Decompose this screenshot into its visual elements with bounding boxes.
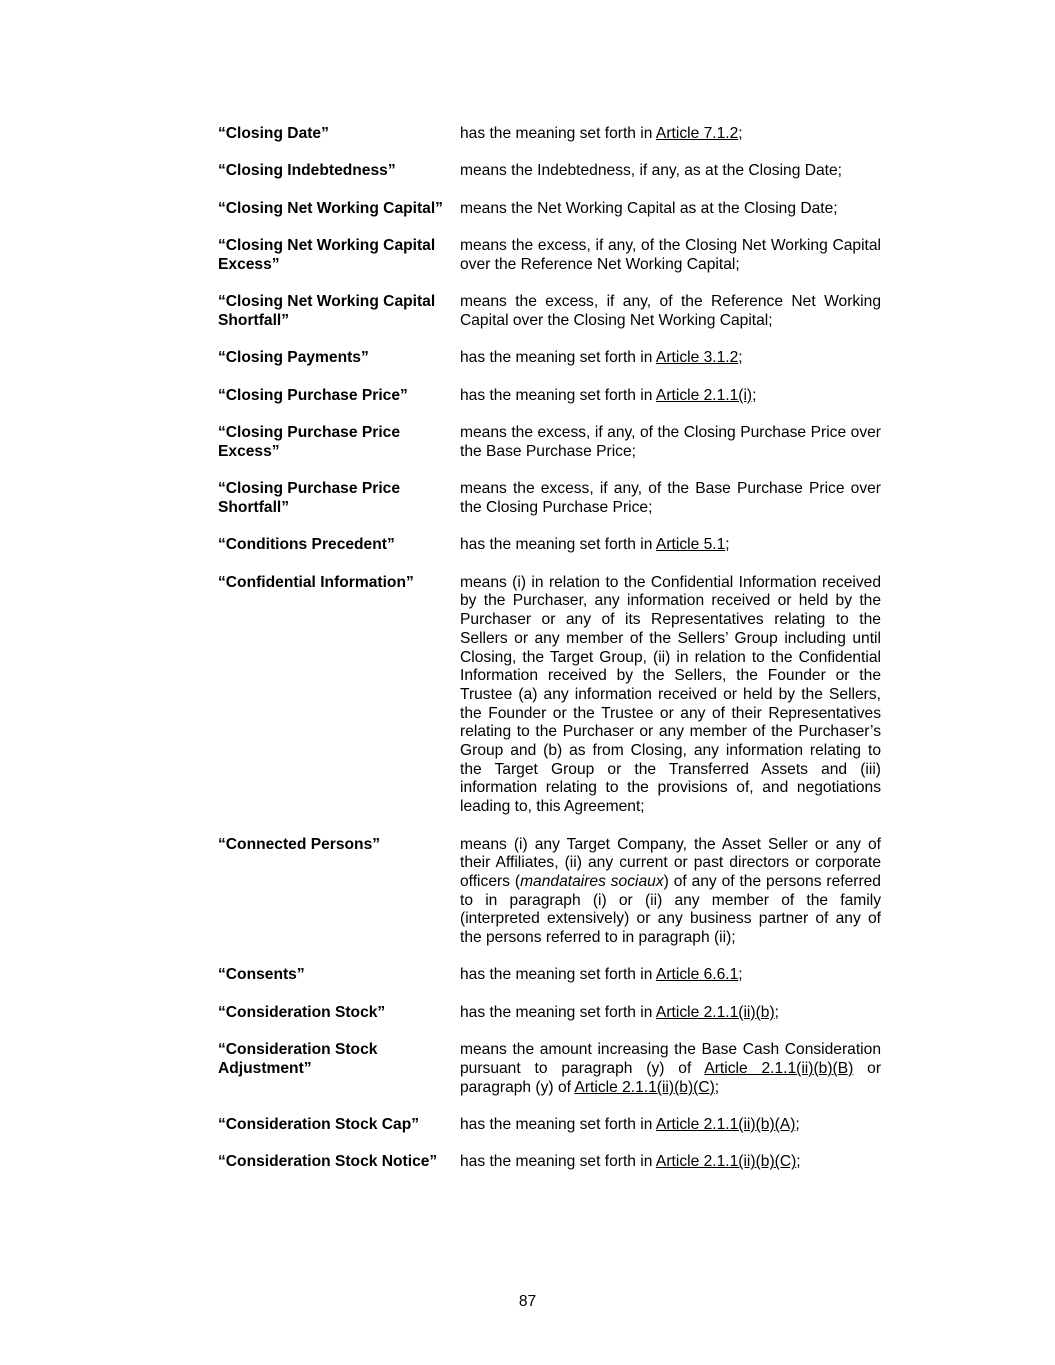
meaning-text: ; [738, 349, 743, 367]
definition-term: “Conditions Precedent” [218, 536, 395, 554]
meaning-text: means the amount increasing the Base Cash Consideration pursuant to paragraph (y) of [460, 1041, 881, 1077]
definition-term: “Consideration Stock” [218, 1003, 386, 1021]
meaning-text: ; [725, 536, 730, 554]
definition-meaning [460, 966, 881, 985]
definition-meaning [460, 536, 881, 555]
article-reference: Article 2.1.1(ii)(b)(A) [655, 1116, 796, 1134]
definition-meaning [460, 1153, 881, 1172]
article-reference: Article 2.1.1(ii)(b)(B) [704, 1059, 854, 1077]
definition-meaning [460, 125, 881, 144]
definition-row [218, 1004, 881, 1023]
definition-term: “Connected Persons” [218, 835, 381, 853]
meaning-text: has the meaning set forth in [460, 1153, 656, 1171]
meaning-text: means the excess, if any, of the Reference Net Working Capital over the Closing Net Working Capital; [460, 293, 881, 329]
meaning-text: has the meaning set forth in [460, 966, 656, 984]
meaning-text: has the meaning set forth in [460, 386, 656, 404]
definition-term: “Closing Net Working Capital Excess” [218, 237, 436, 273]
definition-row [218, 237, 881, 274]
definition-term: “Consideration Stock Cap” [218, 1116, 420, 1134]
article-reference: Article 2.1.1(ii)(b)(C) [574, 1078, 715, 1096]
definition-term: “Consents” [218, 966, 305, 984]
meaning-text: ; [774, 1003, 779, 1021]
meaning-text: has the meaning set forth in [460, 1003, 656, 1021]
meaning-text: has the meaning set forth in [460, 125, 656, 142]
definition-row [218, 125, 881, 144]
meaning-text: means the excess, if any, of the Closing Net Working Capital over the Reference Net Working Capital; [460, 237, 881, 273]
article-reference: Article 3.1.2 [655, 349, 739, 367]
definition-term: “Closing Net Working Capital Shortfall” [218, 293, 436, 329]
meaning-text: means (i) in relation to the Confidential Information received by the Purchaser, any information received or held by the Purchaser or any of its Representatives relating to the Sellers or any member of the Sellers’ Group including until Closing, the Target Group, (ii) in relation to the Confidential Information received by the Sellers, the Founder or the Trustee (a) any information received or held by the Sellers, the Founder or the Trustee or any of their Representatives relating to the Purchaser or any member of the Purchaser’s Group and (b) as from Closing, any information relating to the Target Group or the Transferred Assets and (iii) information relating to the provisions of, and negotiations leading to, this Agreement; [460, 573, 881, 816]
definition-meaning [460, 162, 881, 181]
article-reference: Article 2.1.1(i) [655, 386, 753, 404]
meaning-text: or paragraph (y) of [460, 1059, 882, 1096]
definition-row [218, 1041, 881, 1097]
definition-row [218, 1153, 881, 1172]
meaning-text: means the excess, if any, of the Closing Purchase Price over the Base Purchase Price; [460, 424, 881, 460]
definition-row [218, 349, 881, 368]
article-reference: Article 7.1.2 [655, 125, 739, 142]
definition-row [218, 424, 881, 461]
definition-row [218, 480, 881, 517]
definition-meaning [460, 424, 881, 461]
page-number: 87 [518, 1293, 537, 1310]
definition-term: “Closing Net Working Capital” [218, 199, 443, 217]
definition-meaning [460, 1004, 881, 1023]
definition-meaning [460, 836, 881, 948]
meaning-text: ; [714, 1078, 720, 1096]
meaning-text: ; [796, 1153, 801, 1171]
definition-row [218, 200, 881, 219]
article-reference: Article 2.1.1(ii)(b) [655, 1003, 775, 1021]
definition-term: “Closing Purchase Price” [218, 386, 408, 404]
definition-term: “Closing Purchase Price Shortfall” [218, 480, 400, 516]
meaning-text: has the meaning set forth in [460, 1116, 656, 1134]
meaning-text: means the Net Working Capital as at the Closing Date; [460, 199, 838, 217]
meaning-text: ) of any of the persons referred to in paragraph (i) or (ii) any member of the family (interpreted extensively) or any business partner of any of the persons referred to in paragraph (ii); [460, 872, 881, 947]
definition-meaning [460, 480, 881, 517]
definitions-list [218, 125, 881, 1191]
definition-term: “Closing Date” [218, 125, 329, 142]
definition-meaning [460, 200, 881, 219]
definition-meaning [460, 1041, 881, 1097]
definition-meaning [460, 574, 881, 817]
definition-row [218, 162, 881, 181]
definition-meaning [460, 237, 881, 274]
meaning-text: means (i) any Target Company, the Asset Seller or any of their Affiliates, (ii) any current or past directors or corporate officers ( [460, 835, 881, 890]
italic-text: mandataires sociaux [520, 872, 664, 890]
definition-term: “Closing Payments” [218, 349, 369, 367]
meaning-text: means the excess, if any, of the Base Purchase Price over the Closing Purchase Price; [460, 480, 881, 516]
definition-row [218, 574, 881, 817]
definition-term: “Closing Indebtedness” [218, 162, 396, 180]
definition-term: “Consideration Stock Notice” [218, 1153, 438, 1171]
definition-meaning [460, 1116, 881, 1135]
definition-row [218, 836, 881, 948]
article-reference: Article 5.1 [655, 536, 726, 554]
definition-meaning [460, 349, 881, 368]
definition-term: “Consideration Stock Adjustment” [218, 1041, 378, 1077]
meaning-text: means the Indebtedness, if any, as at the Closing Date; [460, 162, 842, 180]
definition-row [218, 1116, 881, 1135]
definition-meaning [460, 293, 881, 330]
definition-row [218, 293, 881, 330]
definition-row [218, 536, 881, 555]
definition-term: “Confidential Information” [218, 573, 414, 591]
definition-row [218, 387, 881, 406]
meaning-text: has the meaning set forth in [460, 349, 656, 367]
meaning-text: ; [738, 966, 743, 984]
meaning-text: has the meaning set forth in [460, 536, 656, 554]
article-reference: Article 2.1.1(ii)(b)(C) [655, 1153, 797, 1171]
definition-meaning [460, 387, 881, 406]
definition-term: “Closing Purchase Price Excess” [218, 424, 400, 460]
meaning-text: ; [738, 125, 743, 142]
definition-row [218, 966, 881, 985]
article-reference: Article 6.6.1 [655, 966, 739, 984]
meaning-text: ; [752, 386, 757, 404]
meaning-text: ; [795, 1116, 800, 1134]
